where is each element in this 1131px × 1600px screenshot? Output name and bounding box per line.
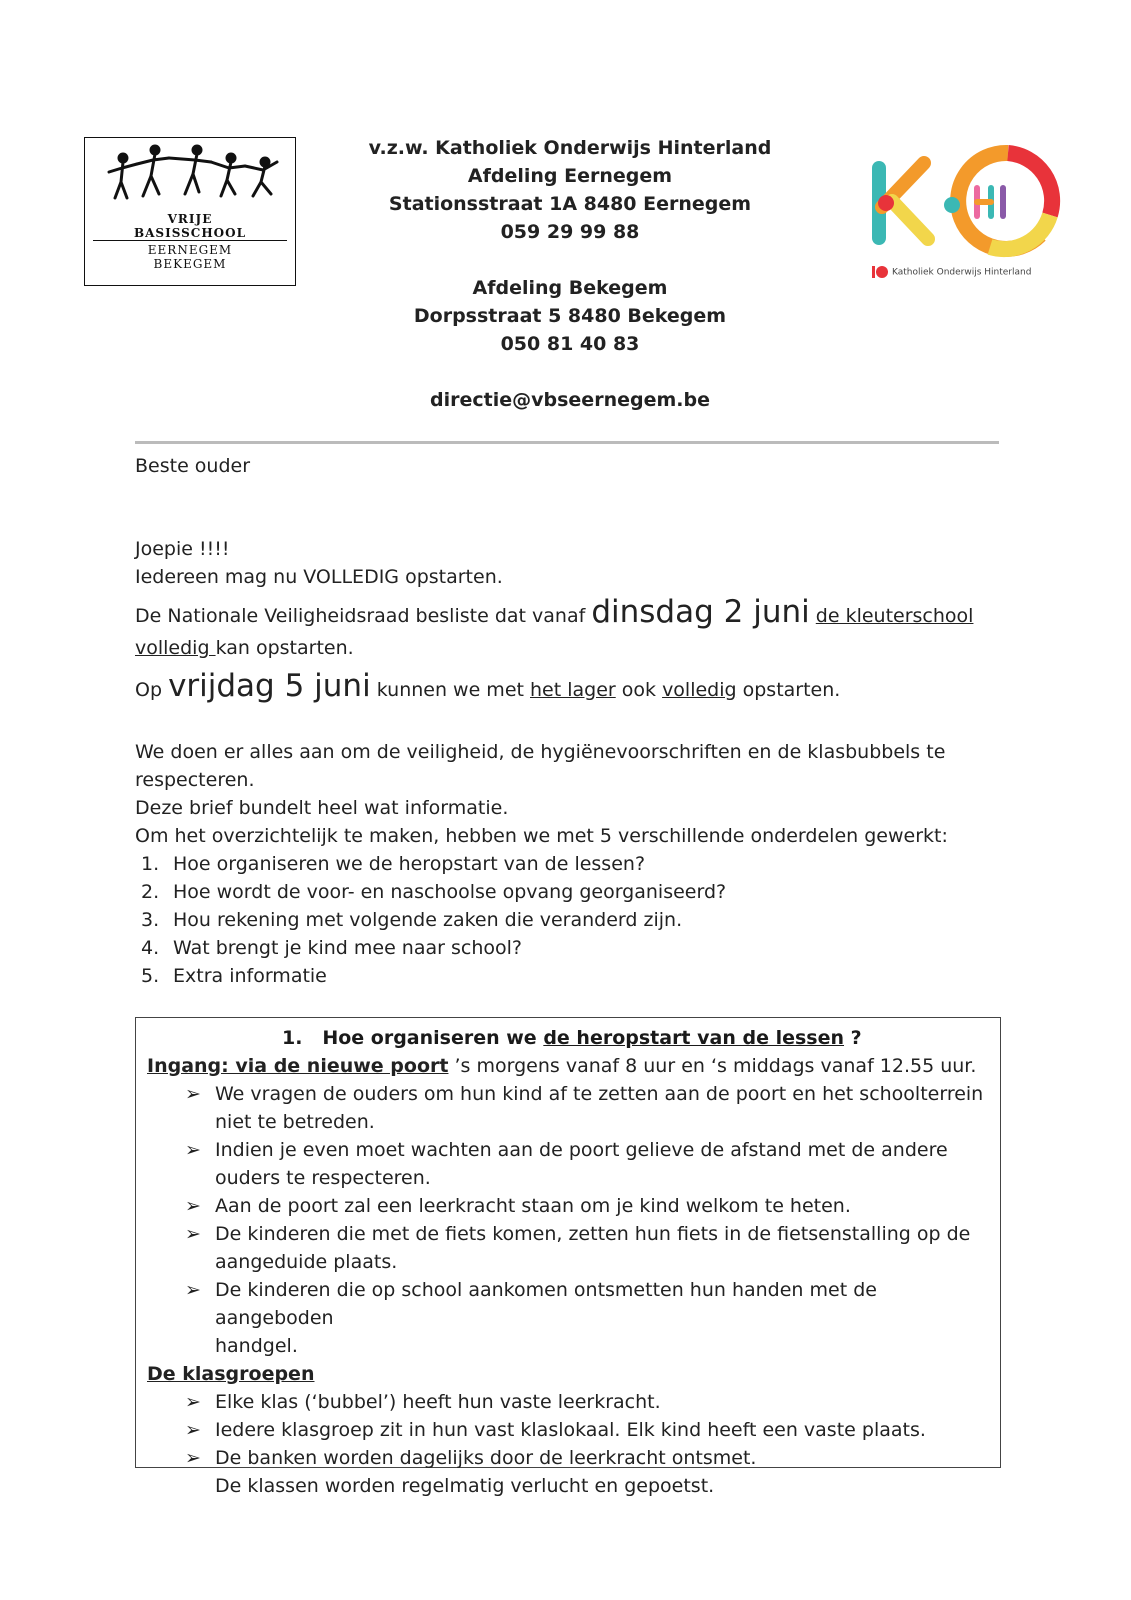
date-dinsdag: dinsdag 2 juni [591, 594, 810, 630]
school-line-bekegem: BEKEGEM [153, 257, 227, 271]
caption-dot-icon [876, 266, 888, 278]
list-item: ➢ De kinderen die met de fiets komen, zetten hun fiets in de fietsenstalling op de aangeduide plaats. [147, 1220, 987, 1276]
ingang-list [147, 1080, 987, 1360]
kleuterschool-underlined: de kleuterschool [815, 605, 974, 627]
list-item: ➢ Iedere klasgroep zit in hun vast klaslokaal. Elk kind heeft een vaste plaats. [147, 1416, 987, 1444]
list-item: ➢ Elke klas (‘bubbel’) heeft hun vaste leerkracht. [147, 1388, 987, 1416]
kohi-caption-text: Katholiek Onderwijs Hinterland [892, 267, 1032, 278]
p2-ook: ook [615, 679, 663, 701]
list-item: 3. Hou rekening met volgende zaken die veranderd zijn. [141, 909, 683, 931]
ingang-heading: Ingang: via de nieuwe poort [147, 1055, 449, 1077]
department-bekegem: Afdeling Bekegem [472, 277, 668, 299]
paragraph-kleuterschool [135, 594, 1005, 662]
list-item: ➢ De kinderen die op school aankomen ontsmetten hun handen met de aangeboden handgel. [147, 1276, 987, 1360]
iedereen-line: Iedereen mag nu VOLLEDIG opstarten. [135, 566, 503, 588]
phone-bekegem: 050 81 40 83 [500, 333, 640, 355]
section-1-content [147, 1052, 987, 1500]
volledig-underlined: volledig [135, 637, 216, 659]
arrow-bullet-icon: ➢ [185, 1139, 201, 1161]
department-eernegem: Afdeling Eernegem [467, 165, 673, 187]
volledig-lager-underlined: volledig [662, 679, 737, 701]
school-line-basisschool: BASISSCHOOL [133, 226, 247, 240]
p3-line-1: We doen er alles aan om de veiligheid, de hygiënevoorschriften en de klasbubbels te [135, 741, 946, 763]
list-item: ➢ Indien je even moet wachten aan de poort gelieve de afstand met de andere ouders te respecteren. [147, 1136, 987, 1192]
arrow-bullet-icon: ➢ [185, 1279, 201, 1301]
p2-op: Op [135, 679, 169, 701]
p1-text: De Nationale Veiligheidsraad besliste dat vanaf [135, 605, 592, 627]
kohi-caption [872, 266, 1031, 278]
arrow-bullet-icon: ➢ [185, 1447, 201, 1469]
p4-line: Deze brief bundelt heel wat informatie. [135, 797, 509, 819]
arrow-bullet-icon: ➢ [185, 1419, 201, 1441]
p2-end: opstarten. [736, 679, 841, 701]
letter-intro [135, 535, 1005, 591]
arrow-bullet-icon: ➢ [185, 1195, 201, 1217]
klasgroepen-list [147, 1388, 987, 1500]
date-vrijdag: vrijdag 5 juni [168, 668, 371, 704]
p1-end: kan opstarten. [215, 637, 354, 659]
list-item: 5. Extra informatie [141, 965, 327, 987]
greeting-text: Beste ouder [135, 455, 251, 477]
p2-text: kunnen we met [370, 679, 530, 701]
list-item: ➢ Aan de poort zal een leerkracht staan om je kind welkom te heten. [147, 1192, 987, 1220]
klasgroepen-heading: De klasgroepen [147, 1363, 315, 1385]
header-divider [135, 441, 999, 444]
school-name-block [85, 212, 295, 271]
address-eernegem: Stationsstraat 1A 8480 Eernegem [388, 193, 752, 215]
dancing-children-icon [85, 140, 295, 210]
list-item: ➢ De banken worden dagelijks door de leerkracht ontsmet. De klassen worden regelmatig verlucht en gepoetst. [147, 1444, 987, 1500]
list-item: 1. Hoe organiseren we de heropstart van de lessen? [141, 853, 646, 875]
address-bekegem: Dorpsstraat 5 8480 Bekegem [413, 305, 727, 327]
list-item: ➢ We vragen de ouders om hun kind af te zetten aan de poort en het schoolterrein niet te betreden. [147, 1080, 987, 1136]
sections-list [135, 850, 1005, 990]
caption-bar-icon [872, 266, 875, 278]
email-link[interactable]: directie@vbseernegem.be [430, 389, 710, 411]
logo-divider [93, 240, 287, 241]
greeting [135, 452, 1005, 480]
p5-line: Om het overzichtelijk te maken, hebben we met 5 verschillende onderdelen gewerkt: [135, 825, 948, 847]
school-line-vrije: VRIJE [167, 212, 213, 226]
arrow-bullet-icon: ➢ [185, 1083, 201, 1105]
organization-name: v.z.w. Katholiek Onderwijs Hinterland [368, 137, 772, 159]
ingang-line: Ingang: via de nieuwe poort ’s morgens vanaf 8 uur en ‘s middags vanaf 12.55 uur. [147, 1055, 977, 1077]
paragraph-info [135, 738, 1005, 990]
list-item: 4. Wat brengt je kind mee naar school? [141, 937, 522, 959]
school-line-eernegem: EERNEGEM [147, 243, 233, 257]
lager-underlined: het lager [530, 679, 616, 701]
joepie-line: Joepie !!!! [135, 538, 230, 560]
phone-eernegem: 059 29 99 88 [500, 221, 640, 243]
section-1-box [135, 1017, 1001, 1497]
list-item: 2. Hoe wordt de voor- en naschoolse opvang georganiseerd? [141, 881, 727, 903]
school-logo [84, 137, 296, 286]
p3-line-2: respecteren. [135, 769, 255, 791]
kohi-logo [870, 135, 1070, 265]
arrow-bullet-icon: ➢ [185, 1391, 201, 1413]
paragraph-lager [135, 666, 1005, 710]
letterhead [300, 134, 840, 414]
arrow-bullet-icon: ➢ [185, 1223, 201, 1245]
section-1-title: 1. Hoe organiseren we de heropstart van de lessen ? [282, 1027, 862, 1049]
